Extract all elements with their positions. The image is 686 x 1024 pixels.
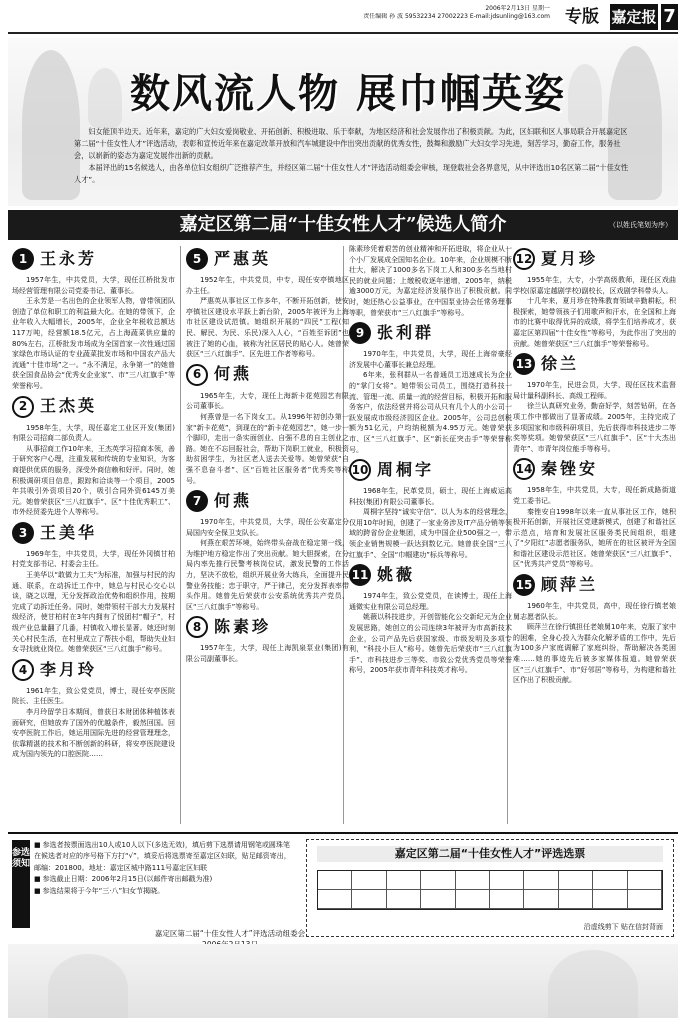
candidate-bio: 1957年生，中共党员，大学，现任江桥批发市场经营管理有限公司党委书记、董事长。 — [12, 276, 175, 295]
candidate-number-badge: 6 — [186, 364, 208, 386]
organizer-name: 嘉定区第二届“十佳女性人才”评选活动组委会 — [154, 929, 306, 938]
candidate-heading — [513, 456, 676, 482]
candidate-heading — [186, 488, 349, 514]
candidate-bio: 姚薇以科技进步，开创智能化公交新纪元为企业发展思路，她创立的公司连续3年被评为市高新技术企业，公司产品先后获国家级、市级发明及多项专利，“科技小巨人”称号。她曾先后荣获市“三八红旗手”、市科技进步三等奖、市致公党优秀党员等荣誉称号，2005年获市青年科技英才称号。 — [349, 613, 512, 675]
page-number: 7 — [659, 4, 678, 30]
header-rule — [8, 32, 678, 34]
ballot-cell[interactable] — [593, 871, 627, 890]
candidate-profile — [349, 457, 512, 560]
ballot-cell[interactable] — [421, 871, 455, 890]
candidate-name: 姚薇 — [377, 564, 416, 584]
notice-item: ■ 参选截止日期：2006年2月15日(以邮件寄出邮戳为准) — [34, 874, 296, 885]
notice-item: ■ 参选结果将于今年“三·八”妇女节揭晓。 — [34, 886, 296, 897]
candidate-name: 王美华 — [40, 522, 98, 542]
candidate-profile — [12, 394, 175, 518]
ballot-cell[interactable] — [318, 890, 352, 909]
candidate-bio: 1965年生，大专，现任上海新卡花苑园艺有限公司董事长。 — [186, 391, 349, 411]
candidate-heading — [186, 362, 349, 388]
candidate-bio: 王永芳是一名出色的企业领军人物，曾带领团队创造了单位和职工的利益最大化。在她的带领下，企业年收入大幅增长，2005年，企业全年税收总额达117万吨，经营额18.5亿元，占上海蔬菜供应量的80%左右，江桥批发市场成为全国首家一次性通过国家绿色市场认证的专业蔬菜批发市场和中国农产品大流通“十佳市场”之一。“永不满足，永争第一”的她曾获全国食品协会“优秀女企业家”、市“三八红旗手”等荣誉称号。 — [12, 297, 175, 390]
candidate-bio: 1961年生，致公党党员，博士，现任安亭医院院长、主任医生。 — [12, 686, 175, 706]
banner-headline: 数风流人物 展巾帼英姿 — [130, 70, 566, 117]
candidate-number-badge: 9 — [349, 322, 371, 344]
candidate-bio: 李月玲留学日本期间，曾获日本财团体种植体表面研究，但她放弃了国外的优越条件，毅然回国。回安亭医院工作后，她运用国际先进的经营管理理念，依靠精湛的技术和不断创新的科研，将安亭医院建设成为国内领先的口腔医院…… — [12, 708, 175, 759]
candidate-heading — [12, 520, 175, 546]
ballot-cell[interactable] — [524, 871, 558, 890]
banner-figure-decoration — [22, 50, 80, 200]
candidate-profile — [12, 520, 175, 655]
candidate-name: 李月玲 — [40, 659, 98, 679]
candidate-profile — [186, 488, 349, 612]
ballot-cell[interactable] — [559, 890, 593, 909]
candidate-bio: 1969年生，中共党员，大学，现任外冈镇甘柏村党支部书记、村委会主任。 — [12, 549, 175, 569]
ballot-cell[interactable] — [387, 871, 421, 890]
section-title-bar — [8, 210, 678, 240]
candidate-bio: 1970年生，民进会员，大学，现任区技术监督局计量科副科长、高级工程师。 — [513, 381, 676, 400]
candidate-heading — [12, 657, 175, 683]
candidate-bio: 1952年生，中共党员，中专，现任安亭镇地区办主任。 — [186, 276, 349, 295]
ballot-form[interactable] — [306, 839, 674, 937]
ballot-cell[interactable] — [456, 890, 490, 909]
banner-intro — [74, 126, 634, 186]
section-title: 嘉定区第二届“十佳女性人才”候选人简介 — [179, 214, 507, 235]
candidate-bio: 周桐字坚持“诚实守信”、以人为本的经营理念，仅用10年时间，创建了一家业务涉及IT产品分销等领域的跨省份企业集团，成为中国企业500强之一，带领企业销售规模一跃达到数亿元。她曾获全国“三八红旗手”、全国“巾帼建功”标兵等称号。 — [349, 508, 512, 559]
candidate-heading — [349, 562, 512, 588]
candidate-bio: 王美华以“敢做力工夫”为标准，加强与村民的沟通、联系，在动拆迁工作中，她总与村民心交心以谈，晓之以理，无分发挥政治优势和组织作用，按期完成了动拆迁任务。同时，她带领村干部大力发展村级经济，使甘柏村在3年内拥有了悦团村“帽子”，村级产业总量翻了几番，村镇收入增长显著。她还时刻关心村民生活，在村里成立了帮扶小组，帮助失业妇女寻找就业岗位。她曾荣获区“三八红旗手”称号。 — [12, 571, 175, 654]
ballot-cell[interactable] — [559, 871, 593, 890]
candidate-bio: 1968年生，民革党员，硕士，现任上海威运高科技(集团)有限公司董事长。 — [349, 487, 512, 506]
profile-column — [12, 244, 175, 828]
decorative-footer-image — [8, 944, 678, 1018]
candidate-number-badge: 2 — [12, 396, 34, 418]
candidate-number-badge: 7 — [186, 490, 208, 512]
candidate-bio: 严惠英从事社区工作多年，不断开拓创新，使安亭镇社区建设水平跃上新台阶，2005年被评为上海市社区建设试范镇。她组织开展的“四民”工程(知民、解民、为民、乐民)深入人心，“百姓至诉团”也被注了她的心血，被称为社区居民的贴心人。她曾荣获区“三八红旗手”、区先进工作者等称号。 — [186, 297, 349, 359]
candidate-name: 周桐字 — [377, 459, 435, 479]
candidate-bio: 十几年来，夏月珍在特殊教育领域辛勤耕耘，积极探索，她带领孩子们用歌声和汗水，在全国和上海市的比赛中取得优异的成绩，将学生们培养成才，获嘉定区第四届“十佳女性”等称号，为此作出了突出的贡献。她曾荣获区“三八红旗手”等荣誉称号。 — [513, 297, 676, 348]
candidate-profile — [12, 246, 175, 392]
ballot-cell[interactable] — [490, 890, 524, 909]
candidate-number-badge: 12 — [513, 248, 535, 270]
candidate-name: 张利群 — [377, 322, 435, 342]
candidate-heading — [513, 246, 676, 272]
candidate-heading — [186, 614, 349, 640]
column-divider — [180, 246, 181, 824]
candidate-heading — [12, 394, 175, 420]
candidate-bio: 1958年生，中共党员，大专，现任新成路街道党工委书记。 — [513, 486, 676, 505]
candidate-bio: 何燕在艰苦环境，始终带头奋战在稳定第一线，为维护地方稳定作出了突出贡献。她大胆探索，在分局内率先推行民警考核岗位试，激发民警的工作活力，坚决不放松，组织开展业务大练兵，全面提升民警业务技能；忠于职守，严于律己，充分发挥表率带头作用。她曾先后荣获市公安系统优秀共产党员、区“三八红旗手”等称号。 — [186, 539, 349, 611]
candidate-heading — [349, 320, 512, 346]
bottom-rule — [8, 832, 678, 834]
candidate-bio: 1970年生，中共党员，大学，现任上海帝豪经济发展中心董事长兼总经理。 — [349, 350, 512, 369]
candidate-number-badge: 13 — [513, 353, 535, 375]
header-meta — [340, 5, 550, 21]
notice-item: ■ 参选者按票面选出10人或10人以下(多选无效)，填后剪下选票请用钢笔或圆珠笔在候选者对应的序号格下方打“√”，填妥后将选票寄至嘉定区妇联，贴足邮资寄出，邮编：201800。地址：嘉定区城中路111号嘉定区妇联 — [34, 840, 296, 874]
candidate-number-badge: 4 — [12, 659, 34, 681]
notice-tab: 参选须知 — [12, 840, 30, 928]
ballot-cell[interactable] — [421, 890, 455, 909]
ballot-cell[interactable] — [628, 890, 662, 909]
sort-note: （以姓氏笔划为序） — [609, 221, 672, 229]
ballot-cell[interactable] — [524, 890, 558, 909]
candidate-number-badge: 3 — [12, 522, 34, 544]
candidate-number-badge: 5 — [186, 248, 208, 270]
candidate-bio: 1970年生，中共党员，大学，现任公安嘉定分局国内安全保卫支队长。 — [186, 518, 349, 537]
candidate-name: 夏月珍 — [541, 248, 599, 268]
candidate-profile — [186, 362, 349, 486]
candidate-profile — [513, 456, 676, 570]
candidate-bio: 1957年生，大学，现任上海凯泉泵业(集团)有限公司副董事长。 — [186, 644, 349, 664]
candidate-bio-continued: 陈素珍凭着艰苦的创业精神和开拓进取，将企业从一个小厂发展成全国知名企业。10年来，企业规模不断壮大，解决了1000多名下岗工人和300多名当地村民的就业问题；上缴税收逐年递增，2005年，纳税逾3000万元，为嘉定经济发展作出了积极贡献。同时，她还热心公益事业，在中国泵业协会任常务理事等职，曾荣获市“三八红旗手”等称号。 — [349, 245, 512, 317]
profile-column — [349, 244, 512, 828]
ballot-cell[interactable] — [593, 890, 627, 909]
candidate-bio: 1960年生，中共党员，高中，现任徐行镇老娘舅志愿者队长。 — [513, 602, 676, 621]
candidate-number-badge: 14 — [513, 458, 535, 480]
ballot-title: 嘉定区第二届“十佳女性人才”评选选票 — [317, 846, 663, 862]
candidate-bio: 从事招商工作10年来，王杰英学习招商本领，善于研究客户心理，注重发展和传统的专业知识，为客商提供优质的服务，深受外商信赖和好评。同时，她积极调研项目信息，跟踪和洽谈等一个项目，2005年共吸引外资项目20个，吸引合同外资6145万美元。她曾荣获区“三八红旗手”、区“十佳优秀职工”、市外经贸委先进个人等称号。 — [12, 444, 175, 517]
candidate-name: 徐兰 — [541, 353, 580, 373]
candidate-number-badge: 11 — [349, 564, 371, 586]
footer-decoration — [548, 950, 638, 1018]
intro-paragraph: 本届评出的15名候选人，由各单位妇女组织广泛推荐产生，并经区第二届“十佳女性人才”评选活动组委会审核，现登载社会各界意见，从中评选出10名区第二届“十佳女性人才”。 — [74, 163, 629, 184]
footer-decoration — [48, 954, 128, 1018]
ballot-grid[interactable] — [317, 870, 663, 910]
candidate-profile — [513, 351, 676, 454]
candidate-name: 严惠英 — [214, 248, 272, 268]
candidate-profile — [186, 246, 349, 360]
candidate-name: 秦锉安 — [541, 459, 599, 479]
candidate-heading — [513, 351, 676, 377]
ballot-cell[interactable] — [456, 871, 490, 890]
ballot-cell[interactable] — [387, 890, 421, 909]
profile-column — [513, 244, 676, 828]
ballot-cut-instruction: 沿虚线剪下 贴在信封背面 — [583, 923, 663, 931]
candidate-profile — [186, 614, 349, 664]
newspaper-name: 嘉定报 — [610, 4, 658, 30]
candidate-profile — [349, 562, 512, 676]
ballot-cell[interactable] — [628, 871, 662, 890]
candidate-name: 陈素珍 — [214, 617, 272, 637]
candidate-bio: 1974年生，致公党党员，在读博士，现任上海通微实业有限公司总经理。 — [349, 592, 512, 611]
voting-notice — [34, 840, 296, 897]
candidate-bio: 秦锉安自1998年以来一直从事社区工作，她积极开拓创新，开展社区党建新模式，创建了和谐社区示范点，培育和发展社区服务类民间组织，组建了“夕阳红”志愿者服务队，她所在的社区被评为全国和谐社区建设示范社区。她曾荣获区“三八红旗手”、区“优秀共产党员”等称号。 — [513, 507, 676, 569]
candidate-heading — [513, 572, 676, 598]
candidate-profile — [513, 246, 676, 349]
candidate-number-badge: 8 — [186, 616, 208, 638]
profile-column — [186, 244, 349, 828]
ballot-cell[interactable] — [352, 890, 386, 909]
candidate-name: 何燕 — [214, 490, 253, 510]
ballot-cell[interactable] — [490, 871, 524, 890]
candidate-profile — [12, 657, 175, 760]
candidate-heading — [12, 246, 175, 272]
candidate-name: 何燕 — [214, 364, 253, 384]
candidate-name: 王杰英 — [40, 396, 98, 416]
candidate-bio: 何燕曾是一名下岗女工。从1996年初创办第一家“新卡花苑”，到现在的“新卡花苑园艺”，她一步一个脚印，走出一条实面创业、自强不息的自主创业之路。她在不忘回报社会，帮助下岗职工就业，积极资助贫困学生，为社区老人送去关爱等。她曾荣获“自强不息奋斗者”、区“百姓社区服务者”优秀奖等称号。 — [186, 412, 349, 485]
candidate-number-badge: 15 — [513, 574, 535, 596]
candidate-name: 王永芳 — [40, 248, 98, 268]
candidate-bio: 顾萍兰在徐行镇担任老娘舅10年来，克服了家中的困难，全身心投入为群众化解矛盾的工作中，先后为100多户家庭调解了家庭纠纷，帮助解决各类困难……她的事迹先后被多家媒体报道。她曾荣获区“三八红旗手”、市“好邻居”等称号，为构建和谐社区作出了积极贡献。 — [513, 623, 676, 685]
candidate-bio: 徐兰认真研究业务，勤奋好学，刻苦钻研，在各项工作中都做出了显著成绩。2005年，主持完成了多项国家和市级科研项目，先后获得市科技进步二等奖等奖项。她曾荣获区“三八红旗手”、区“十大杰出青年”、市青年岗位能手等称号。 — [513, 402, 676, 453]
candidate-heading — [349, 457, 512, 483]
editor-contact: 责任编辑 孙 波 59532234 27002223 E-mail:jdsunling@163.com — [363, 13, 550, 20]
intro-paragraph: 妇女能顶半边天。近年来，嘉定的广大妇女爱岗敬业、开拓创新、积极进取、乐于奉献，为地区经济和社会发展作出了积极贡献。为此，区妇联和区人事局联合开展嘉定区第二届“十佳女性人才”评选活动，表彰和宣传近年来在嘉定改革开放和汽车城建设中作出突出贡献的优秀女性，鼓舞和激励广大妇女学习先进，刻苦学习，勤奋工作，服务社会，以崭新的姿态为嘉定发展作出新的贡献。 — [74, 127, 628, 160]
candidate-number-badge: 1 — [12, 248, 34, 270]
candidate-heading — [186, 246, 349, 272]
issue-date: 2006年2月13日 星期一 — [485, 5, 550, 12]
candidate-bio: 1955年生，大专，小学高级教师，现任区戏曲学校(原嘉定越剧学校)副校长，区戏剧学科带头人。 — [513, 276, 676, 295]
candidate-bio: 6年来，张利群从一名普通员工迅速成长为企业的“掌门女将”。她带领公司员工，围绕打造科技一流、管理一流、质量一流的经营目标，积极开拓和服务客户，依法经营并将公司从只有几个人的小公司一跃发展成市级经济园区企业。2005年，公司总创税额为51亿元，户均纳税额为4.95万元。她曾荣获市、区“三八红旗手”、区“新长征突击手”等荣誉称号。 — [349, 371, 512, 454]
section-tag: 专版 — [565, 7, 599, 27]
candidate-profile — [513, 572, 676, 686]
feature-banner — [8, 38, 678, 206]
candidate-profile — [349, 320, 512, 455]
ballot-cell[interactable] — [352, 871, 386, 890]
candidate-bio: 1958年生，大学，现任嘉定工业区开发(集团)有限公司招商二部负责人。 — [12, 423, 175, 443]
candidate-number-badge: 10 — [349, 459, 371, 481]
ballot-cell[interactable] — [318, 871, 352, 890]
candidate-name: 顾萍兰 — [541, 574, 599, 594]
